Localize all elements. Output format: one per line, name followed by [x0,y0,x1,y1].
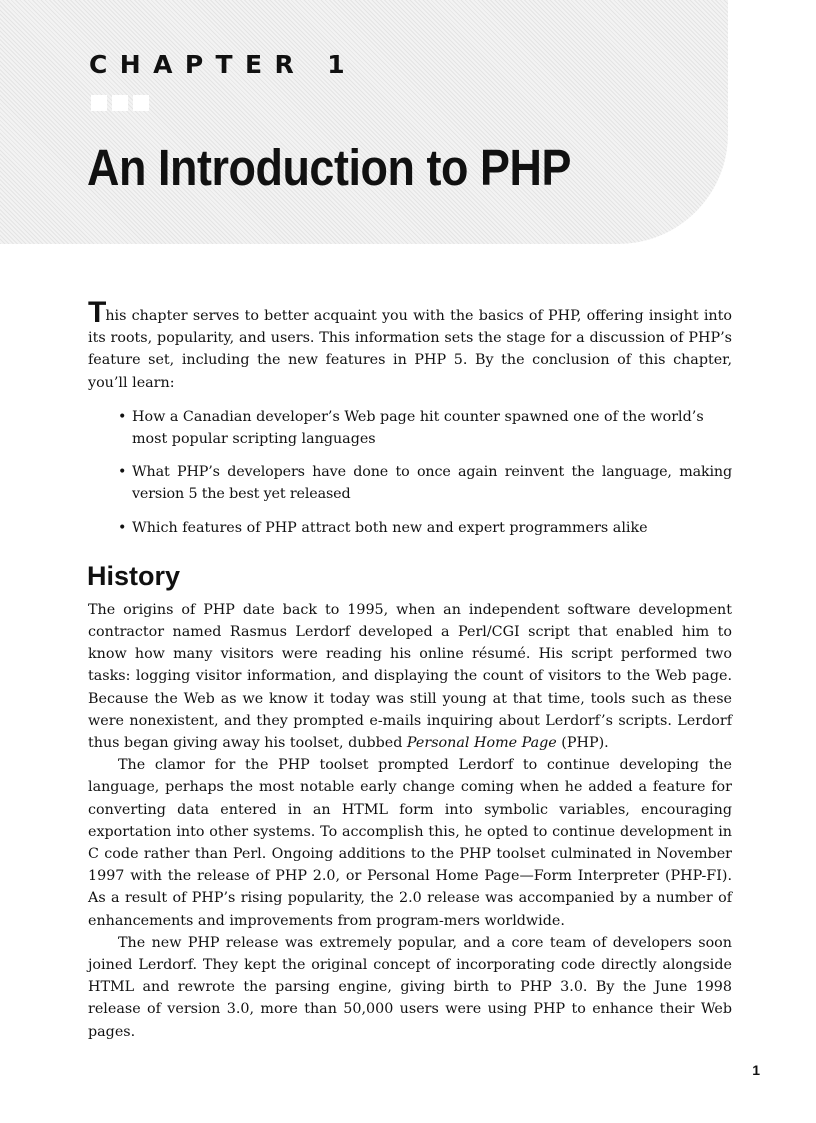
chapter-header-band [0,0,728,244]
history-p1-italic: Personal Home Page [406,735,557,752]
history-paragraph-1 [88,599,732,754]
ornament-square [133,95,149,111]
bullet-item: • Which features of PHP attract both new and expert programmers alike [132,517,732,539]
history-p1-text: The origins of PHP date back to 1995, when an independent software development contractor named Rasmus Lerdorf developed a Perl/CGI script that enabled him to know how many visitors were reading his online résumé. His script performed two tasks: logging visitor information, and displaying the count of visitors to the Web page. Because the Web as we know it today was still young at that time, tools such as these were nonexistent, and they prompted e-mails inquiring about Lerdorf’s scripts. Lerdorf thus began giving away his toolset, dubbed [88,601,732,752]
page-content [87,296,732,1043]
drop-cap: T [88,296,107,329]
page-number: 1 [752,1062,760,1078]
bullet-item: • How a Canadian developer’s Web page hit counter spawned one of the world’s most popular scripting languages [132,406,732,450]
section-heading-history: History [87,560,181,591]
history-paragraph-2: The clamor for the PHP toolset prompted Lerdorf to continue developing the language, perhaps the most notable early change coming when he added a feature for converting data entered in an HTML form into symbolic variables, encouraging exportation into other systems. To accomplish this, he opted to continue development in C code rather than Perl. Ongoing additions to the PHP toolset culminated in November 1997 with the release of PHP 2.0, or Personal Home Page—Form Interpreter (PHP-FI). As a result of PHP’s rising popularity, the 2.0 release was accompanied by a number of enhancements and improvements from program-mers worldwide. [88,757,732,929]
history-body [88,599,732,1043]
ornament-square [112,95,128,111]
intro-paragraph [88,296,732,394]
intro-bullet-list [88,406,732,539]
bullet-item: • What PHP’s developers have done to once again reinvent the language, making version 5 the best yet released [132,461,732,505]
intro-text: his chapter serves to better acquaint you with the basics of PHP, offering insight into its roots, popularity, and users. This information sets the stage for a discussion of PHP’s feature set, including the new features in PHP 5. By the conclusion of this chapter, you’ll learn: [88,308,732,391]
history-paragraph-3: The new PHP release was extremely popular, and a core team of developers soon joined Lerdorf. They kept the original concept of incorporating code directly alongside HTML and rewrote the parsing engine, giving birth to PHP 3.0. By the June 1998 release of version 3.0, more than 50,000 users were using PHP to enhance their Web pages. [88,934,732,1040]
chapter-ornament [91,95,149,111]
history-p1-end: (PHP). [556,735,609,752]
chapter-title: An Introduction to PHP [87,139,571,196]
chapter-label: CHAPTER 1 [89,50,358,79]
ornament-square [91,95,107,111]
